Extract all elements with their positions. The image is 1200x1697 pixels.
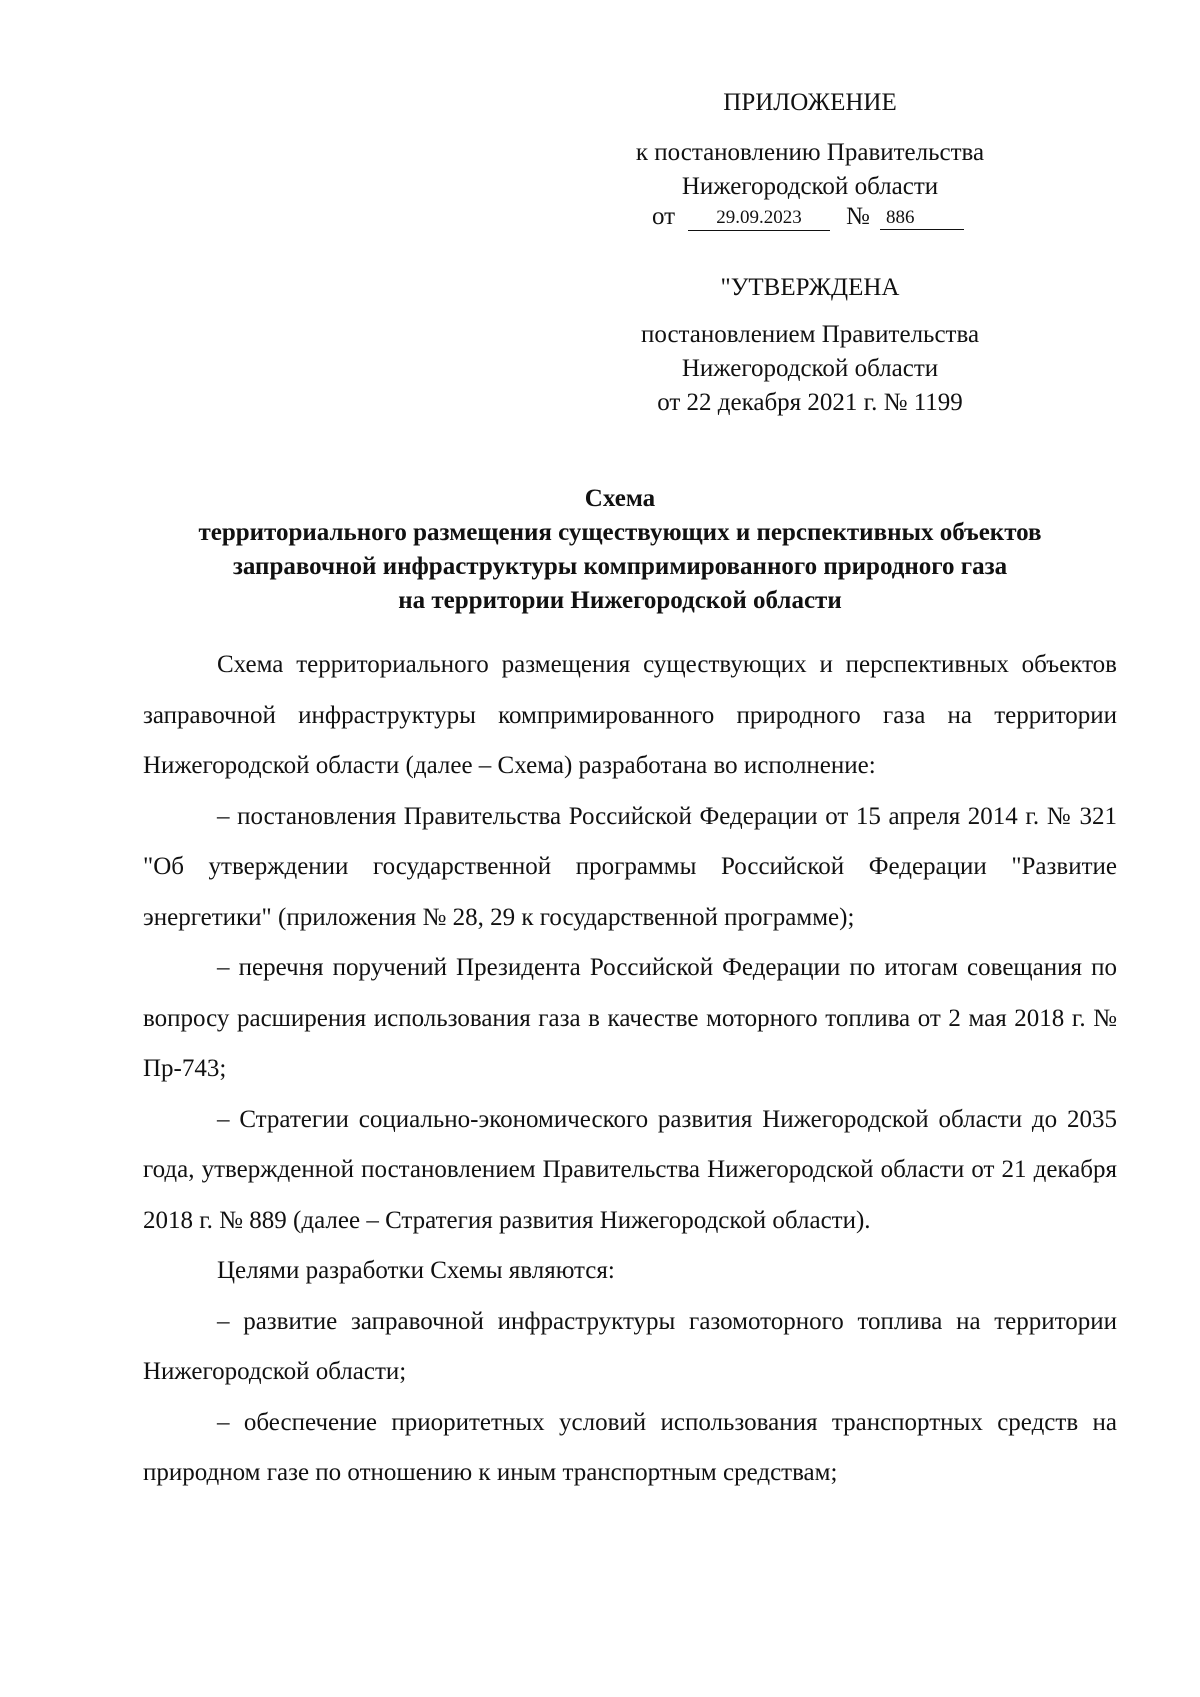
resolution-date: 29.09.2023 (688, 206, 830, 231)
body-paragraph: Схема территориального размещения существующих и перспективных объектов заправочной инфраструктуры компримированного природного газа на территории Нижегородской области (далее – Схема) разработана во исполнение: (143, 651, 1117, 779)
date-prefix: от (652, 203, 676, 230)
title-line: Схема (584, 485, 656, 512)
approved-title: "УТВЕРЖДЕНА (720, 274, 900, 301)
approved-line: постановлением Правительства (640, 321, 980, 348)
resolution-reference (600, 136, 1020, 204)
approved-by-block (600, 318, 1020, 420)
body-paragraph: – перечня поручений Президента Российской Федерации по итогам совещания по вопросу расширения использования газа в качестве моторного топлива от 2 мая 2018 г. № Пр-743; (143, 954, 1117, 1082)
approved-line: от 22 декабря 2021 г. № 1199 (657, 389, 963, 416)
title-line: заправочной инфраструктуры компримированного природного газа (232, 553, 1008, 580)
body-paragraph: – обеспечение приоритетных условий использования транспортных средств на природном газе по отношению к иным транспортным средствам; (143, 1408, 1117, 1486)
body-paragraph: – Стратегии социально-экономического развития Нижегородской области до 2035 года, утвержденной постановлением Правительства Нижегородской области от 21 декабря 2018 г. № 889 (далее – Стратегия развития Нижегородской области). (143, 1105, 1117, 1234)
body-paragraph: – постановления Правительства Российской Федерации от 15 апреля 2014 г. № 321 "Об утверждении государственной программы Российской Федерации "Развитие энергетики" (приложения № 28, 29 к государственной программе); (143, 802, 1117, 931)
document-body (143, 640, 1117, 1499)
resolution-line: Нижегородской области (681, 173, 939, 200)
body-paragraph: Целями разработки Схемы являются: (217, 1257, 615, 1284)
resolution-number: 886 (880, 206, 964, 230)
resolution-line: к постановлению Правительства (635, 139, 985, 166)
title-line: территориального размещения существующих и перспективных объектов (198, 519, 1042, 546)
number-sign: № (846, 203, 870, 230)
approved-line: Нижегородской области (681, 355, 939, 382)
body-paragraph: – развитие заправочной инфраструктуры газомоторного топлива на территории Нижегородской области; (143, 1307, 1117, 1385)
title-line: на территории Нижегородской области (398, 587, 842, 614)
appendix-title: ПРИЛОЖЕНИЕ (723, 89, 897, 116)
document-title (120, 482, 1120, 618)
resolution-date-line (648, 200, 1008, 234)
